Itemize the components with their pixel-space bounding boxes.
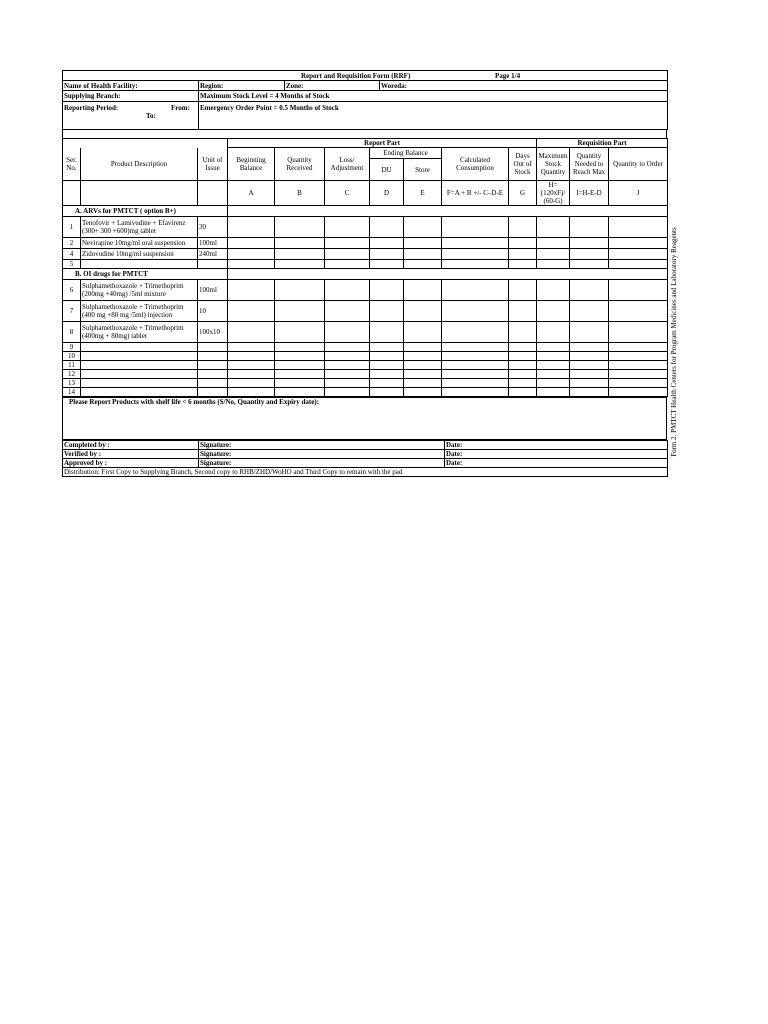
row-entry-cell[interactable]	[228, 388, 275, 397]
col-quantity-needed: Quantity Needed to Reach Max	[570, 148, 609, 181]
row-entry-cell[interactable]	[509, 361, 537, 370]
row-entry-cell[interactable]	[404, 260, 442, 269]
row-entry-cell[interactable]	[404, 352, 442, 361]
code-e: E	[404, 181, 442, 206]
row-product-description	[81, 343, 198, 352]
table-row	[63, 370, 668, 379]
table-row	[63, 343, 668, 352]
row-number: 5	[63, 260, 81, 269]
row-entry-cell[interactable]	[609, 217, 668, 238]
row-entry-cell[interactable]	[609, 301, 668, 322]
row-entry-cell[interactable]	[325, 249, 370, 260]
table-row	[63, 388, 668, 397]
row-entry-cell[interactable]	[325, 280, 370, 301]
row-entry-cell[interactable]	[404, 238, 442, 249]
row-entry-cell[interactable]	[442, 361, 509, 370]
row-entry-cell[interactable]	[509, 388, 537, 397]
row-entry-cell[interactable]	[570, 361, 609, 370]
col-ser-no: Ser. No.	[63, 148, 81, 181]
row-entry-cell[interactable]	[228, 260, 275, 269]
row-number: 2	[63, 238, 81, 249]
row-entry-cell[interactable]	[275, 301, 325, 322]
supplying-branch-label: Supplying Branch:	[63, 91, 199, 102]
max-stock-level: Maximum Stock Level = 4 Months of Stock	[199, 91, 668, 102]
row-entry-cell[interactable]	[570, 260, 609, 269]
row-product-description	[81, 361, 198, 370]
table-row	[63, 301, 668, 322]
row-entry-cell[interactable]	[370, 322, 404, 343]
row-number: 9	[63, 343, 81, 352]
row-entry-cell[interactable]	[442, 370, 509, 379]
col-loss-adjustment: Loss/ Adjustment	[325, 148, 370, 181]
code-i: I=H-E-D	[570, 181, 609, 206]
verified-by-label: Verified by :	[63, 450, 199, 459]
row-entry-cell[interactable]	[404, 217, 442, 238]
row-unit-of-issue: 100ml	[198, 280, 228, 301]
row-entry-cell[interactable]	[404, 370, 442, 379]
col-maximum-stock-quantity: Maximum Stock Quantity	[537, 148, 570, 181]
row-unit-of-issue: 10	[198, 301, 228, 322]
row-entry-cell[interactable]	[609, 249, 668, 260]
col-quantity-received: Quantity Received	[275, 148, 325, 181]
col-ending-balance: Ending Balance	[370, 148, 442, 159]
row-entry-cell[interactable]	[370, 370, 404, 379]
row-entry-cell[interactable]	[609, 280, 668, 301]
row-entry-cell[interactable]	[537, 238, 570, 249]
row-product-description	[81, 379, 198, 388]
row-entry-cell[interactable]	[370, 301, 404, 322]
row-number: 8	[63, 322, 81, 343]
reporting-period-label: Reporting Period:	[64, 104, 119, 112]
row-entry-cell[interactable]	[325, 343, 370, 352]
row-entry-cell[interactable]	[570, 352, 609, 361]
row-entry-cell[interactable]	[509, 238, 537, 249]
zone-label: Zone:	[285, 81, 380, 91]
row-number: 14	[63, 388, 81, 397]
row-entry-cell[interactable]	[609, 352, 668, 361]
row-entry-cell[interactable]	[570, 343, 609, 352]
row-unit-of-issue	[198, 379, 228, 388]
row-entry-cell[interactable]	[537, 322, 570, 343]
row-unit-of-issue	[198, 352, 228, 361]
row-entry-cell[interactable]	[609, 343, 668, 352]
row-entry-cell[interactable]	[442, 280, 509, 301]
row-entry-cell[interactable]	[442, 352, 509, 361]
row-entry-cell[interactable]	[228, 379, 275, 388]
row-entry-cell[interactable]	[442, 379, 509, 388]
row-entry-cell[interactable]	[609, 322, 668, 343]
row-entry-cell[interactable]	[537, 280, 570, 301]
row-entry-cell[interactable]	[275, 379, 325, 388]
row-entry-cell[interactable]	[275, 249, 325, 260]
section-b-heading: B. OI drugs for PMTCT	[63, 269, 228, 280]
row-entry-cell[interactable]	[325, 361, 370, 370]
side-note	[667, 212, 681, 472]
row-product-description	[81, 388, 198, 397]
row-entry-cell[interactable]	[370, 343, 404, 352]
row-product-description: Nevirapine 10mg/ml oral suspension	[81, 238, 198, 249]
row-entry-cell[interactable]	[370, 280, 404, 301]
table-row	[63, 249, 668, 260]
row-entry-cell[interactable]	[442, 388, 509, 397]
table-row	[63, 238, 668, 249]
row-entry-cell[interactable]	[325, 301, 370, 322]
code-a: A	[228, 181, 275, 206]
row-entry-cell[interactable]	[570, 217, 609, 238]
row-entry-cell[interactable]	[404, 280, 442, 301]
row-entry-cell[interactable]	[537, 388, 570, 397]
row-entry-cell[interactable]	[404, 322, 442, 343]
form-header	[62, 70, 668, 130]
section-a-heading: A. ARVs for PMTCT ( option B+)	[63, 206, 228, 217]
row-entry-cell[interactable]	[570, 388, 609, 397]
row-entry-cell[interactable]	[537, 352, 570, 361]
col-quantity-to-order: Quantity to Order	[609, 148, 668, 181]
row-entry-cell[interactable]	[404, 388, 442, 397]
row-entry-cell[interactable]	[404, 249, 442, 260]
row-product-description: Zidovudine 10mg/ml suspension	[81, 249, 198, 260]
row-entry-cell[interactable]	[404, 301, 442, 322]
row-product-description: Sulphamethoxazole + Trimethoprim (400mg + 80mg) tablet	[81, 322, 198, 343]
row-entry-cell[interactable]	[442, 322, 509, 343]
col-du: DU	[370, 159, 404, 181]
row-entry-cell[interactable]	[509, 322, 537, 343]
requisition-part-heading: Requisition Part	[537, 139, 668, 148]
code-j: J	[609, 181, 668, 206]
row-number: 7	[63, 301, 81, 322]
row-number: 10	[63, 352, 81, 361]
row-product-description	[81, 370, 198, 379]
row-entry-cell[interactable]	[370, 352, 404, 361]
completed-by-label: Completed by :	[63, 441, 199, 450]
row-entry-cell[interactable]	[370, 217, 404, 238]
row-unit-of-issue: 100ml	[198, 238, 228, 249]
emergency-order-point: Emergency Order Point = 0.5 Months of Stock	[199, 102, 668, 130]
row-product-description: Sulphamethoxazole + Trimethoprim (400 mg +80 mg /5ml) injection	[81, 301, 198, 322]
row-entry-cell[interactable]	[275, 217, 325, 238]
row-entry-cell[interactable]	[228, 343, 275, 352]
completed-signature-label: Signature:	[199, 441, 445, 450]
row-entry-cell[interactable]	[325, 388, 370, 397]
row-number: 1	[63, 217, 81, 238]
row-entry-cell[interactable]	[325, 260, 370, 269]
verified-date-label: Date:	[445, 450, 668, 459]
section-b-rows	[63, 280, 668, 397]
row-entry-cell[interactable]	[442, 301, 509, 322]
row-entry-cell[interactable]	[325, 352, 370, 361]
row-number: 6	[63, 280, 81, 301]
row-unit-of-issue	[198, 343, 228, 352]
row-entry-cell[interactable]	[370, 260, 404, 269]
row-entry-cell[interactable]	[228, 361, 275, 370]
rrf-form	[62, 70, 667, 477]
row-entry-cell[interactable]	[570, 249, 609, 260]
row-entry-cell[interactable]	[325, 370, 370, 379]
approved-signature-label: Signature:	[199, 459, 445, 468]
row-entry-cell[interactable]	[537, 361, 570, 370]
row-entry-cell[interactable]	[509, 249, 537, 260]
row-entry-cell[interactable]	[442, 238, 509, 249]
row-unit-of-issue: 240ml	[198, 249, 228, 260]
row-entry-cell[interactable]	[228, 280, 275, 301]
health-facility-label: Name of Health Facility:	[63, 81, 199, 91]
table-row	[63, 217, 668, 238]
row-entry-cell[interactable]	[404, 361, 442, 370]
row-entry-cell[interactable]	[275, 352, 325, 361]
row-entry-cell[interactable]	[537, 379, 570, 388]
row-entry-cell[interactable]	[509, 217, 537, 238]
row-unit-of-issue	[198, 370, 228, 379]
row-number: 11	[63, 361, 81, 370]
col-calculated-consumption: Calculated Consumption	[442, 148, 509, 181]
row-entry-cell[interactable]	[275, 361, 325, 370]
row-entry-cell[interactable]	[275, 260, 325, 269]
signature-block	[62, 440, 668, 477]
row-unit-of-issue	[198, 388, 228, 397]
row-entry-cell[interactable]	[570, 280, 609, 301]
row-product-description	[81, 260, 198, 269]
row-entry-cell[interactable]	[275, 343, 325, 352]
side-note-text: Form 2. PMTCT Health Centers for Program Medicines and Laboratory Reagents	[670, 227, 678, 457]
row-entry-cell[interactable]	[325, 322, 370, 343]
completed-date-label: Date:	[445, 441, 668, 450]
row-number: 13	[63, 379, 81, 388]
row-entry-cell[interactable]	[228, 352, 275, 361]
row-entry-cell[interactable]	[370, 249, 404, 260]
section-a-rows	[63, 217, 668, 269]
row-entry-cell[interactable]	[370, 379, 404, 388]
row-entry-cell[interactable]	[228, 322, 275, 343]
row-entry-cell[interactable]	[537, 217, 570, 238]
row-entry-cell[interactable]	[609, 370, 668, 379]
row-unit-of-issue: 100x10	[198, 322, 228, 343]
row-entry-cell[interactable]	[442, 217, 509, 238]
row-entry-cell[interactable]	[275, 280, 325, 301]
row-entry-cell[interactable]	[325, 217, 370, 238]
row-entry-cell[interactable]	[609, 379, 668, 388]
row-entry-cell[interactable]	[509, 370, 537, 379]
from-label: From:	[171, 104, 190, 112]
row-entry-cell[interactable]	[404, 343, 442, 352]
row-entry-cell[interactable]	[509, 280, 537, 301]
shelf-life-note: Please Report Products with shelf life < 6 months (S/No, Quantity and Expiry date):	[63, 398, 667, 440]
code-c: C	[325, 181, 370, 206]
code-d: D	[370, 181, 404, 206]
region-label: Region:	[199, 81, 285, 91]
row-entry-cell[interactable]	[609, 260, 668, 269]
row-entry-cell[interactable]	[404, 379, 442, 388]
row-entry-cell[interactable]	[442, 343, 509, 352]
row-entry-cell[interactable]	[537, 343, 570, 352]
approved-by-label: Approved by :	[63, 459, 199, 468]
col-beginning-balance: Beginning Balance	[228, 148, 275, 181]
row-entry-cell[interactable]	[570, 238, 609, 249]
row-unit-of-issue	[198, 361, 228, 370]
table-row	[63, 322, 668, 343]
row-product-description	[81, 352, 198, 361]
row-unit-of-issue: 30	[198, 217, 228, 238]
row-entry-cell[interactable]	[325, 379, 370, 388]
row-entry-cell[interactable]	[370, 238, 404, 249]
row-entry-cell[interactable]	[609, 361, 668, 370]
report-part-heading: Report Part	[228, 139, 537, 148]
row-entry-cell[interactable]	[570, 301, 609, 322]
code-g: G	[509, 181, 537, 206]
row-entry-cell[interactable]	[509, 301, 537, 322]
table-row	[63, 352, 668, 361]
col-unit-of-issue: Unit of Issue	[198, 148, 228, 181]
form-title: Report and Requisition Form (RRF)	[301, 72, 411, 80]
row-entry-cell[interactable]	[570, 322, 609, 343]
verified-signature-label: Signature:	[199, 450, 445, 459]
row-entry-cell[interactable]	[509, 343, 537, 352]
table-row	[63, 379, 668, 388]
row-entry-cell[interactable]	[609, 238, 668, 249]
row-entry-cell[interactable]	[442, 260, 509, 269]
row-entry-cell[interactable]	[509, 379, 537, 388]
row-entry-cell[interactable]	[537, 370, 570, 379]
code-f: F=A + B +/- C–D-E	[442, 181, 509, 206]
row-number: 4	[63, 249, 81, 260]
row-entry-cell[interactable]	[228, 217, 275, 238]
row-entry-cell[interactable]	[442, 249, 509, 260]
row-entry-cell[interactable]	[275, 388, 325, 397]
row-entry-cell[interactable]	[228, 249, 275, 260]
row-entry-cell[interactable]	[325, 238, 370, 249]
row-entry-cell[interactable]	[537, 301, 570, 322]
row-entry-cell[interactable]	[537, 260, 570, 269]
approved-date-label: Date:	[445, 459, 668, 468]
row-number: 12	[63, 370, 81, 379]
table-row	[63, 361, 668, 370]
page-number: Page 1/4	[495, 72, 521, 80]
to-label: To:	[146, 112, 156, 120]
row-product-description: Tenofovir + Lamivudine + Efavirenz (300+ 300 +600)mg tablet	[81, 217, 198, 238]
col-days-out-of-stock: Days Out of Stock	[509, 148, 537, 181]
table-row	[63, 280, 668, 301]
row-entry-cell[interactable]	[570, 379, 609, 388]
row-product-description: Sulphamethoxazole + Trimethoprim (200mg +40mg) /5ml mixture	[81, 280, 198, 301]
row-unit-of-issue	[198, 260, 228, 269]
row-entry-cell[interactable]	[228, 238, 275, 249]
code-b: B	[275, 181, 325, 206]
row-entry-cell[interactable]	[228, 370, 275, 379]
row-entry-cell[interactable]	[370, 388, 404, 397]
code-h: H=(120xF)/ (60-G)	[537, 181, 570, 206]
table-row	[63, 260, 668, 269]
col-product-description: Product Description	[81, 148, 198, 181]
row-entry-cell[interactable]	[537, 249, 570, 260]
row-entry-cell[interactable]	[275, 238, 325, 249]
row-entry-cell[interactable]	[509, 352, 537, 361]
col-store: Store	[404, 159, 442, 181]
row-entry-cell[interactable]	[609, 388, 668, 397]
row-entry-cell[interactable]	[370, 361, 404, 370]
row-entry-cell[interactable]	[509, 260, 537, 269]
woreda-label: Woreda:	[380, 81, 668, 91]
row-entry-cell[interactable]	[570, 370, 609, 379]
row-entry-cell[interactable]	[228, 301, 275, 322]
distribution-note: Distribution: First Copy to Supplying Branch, Second copy to RHB/ZHD/WoHO and Third Copy to remain with the pad	[63, 468, 668, 477]
stock-table	[62, 138, 668, 397]
row-entry-cell[interactable]	[275, 370, 325, 379]
row-entry-cell[interactable]	[275, 322, 325, 343]
shelf-life-block	[62, 397, 667, 440]
